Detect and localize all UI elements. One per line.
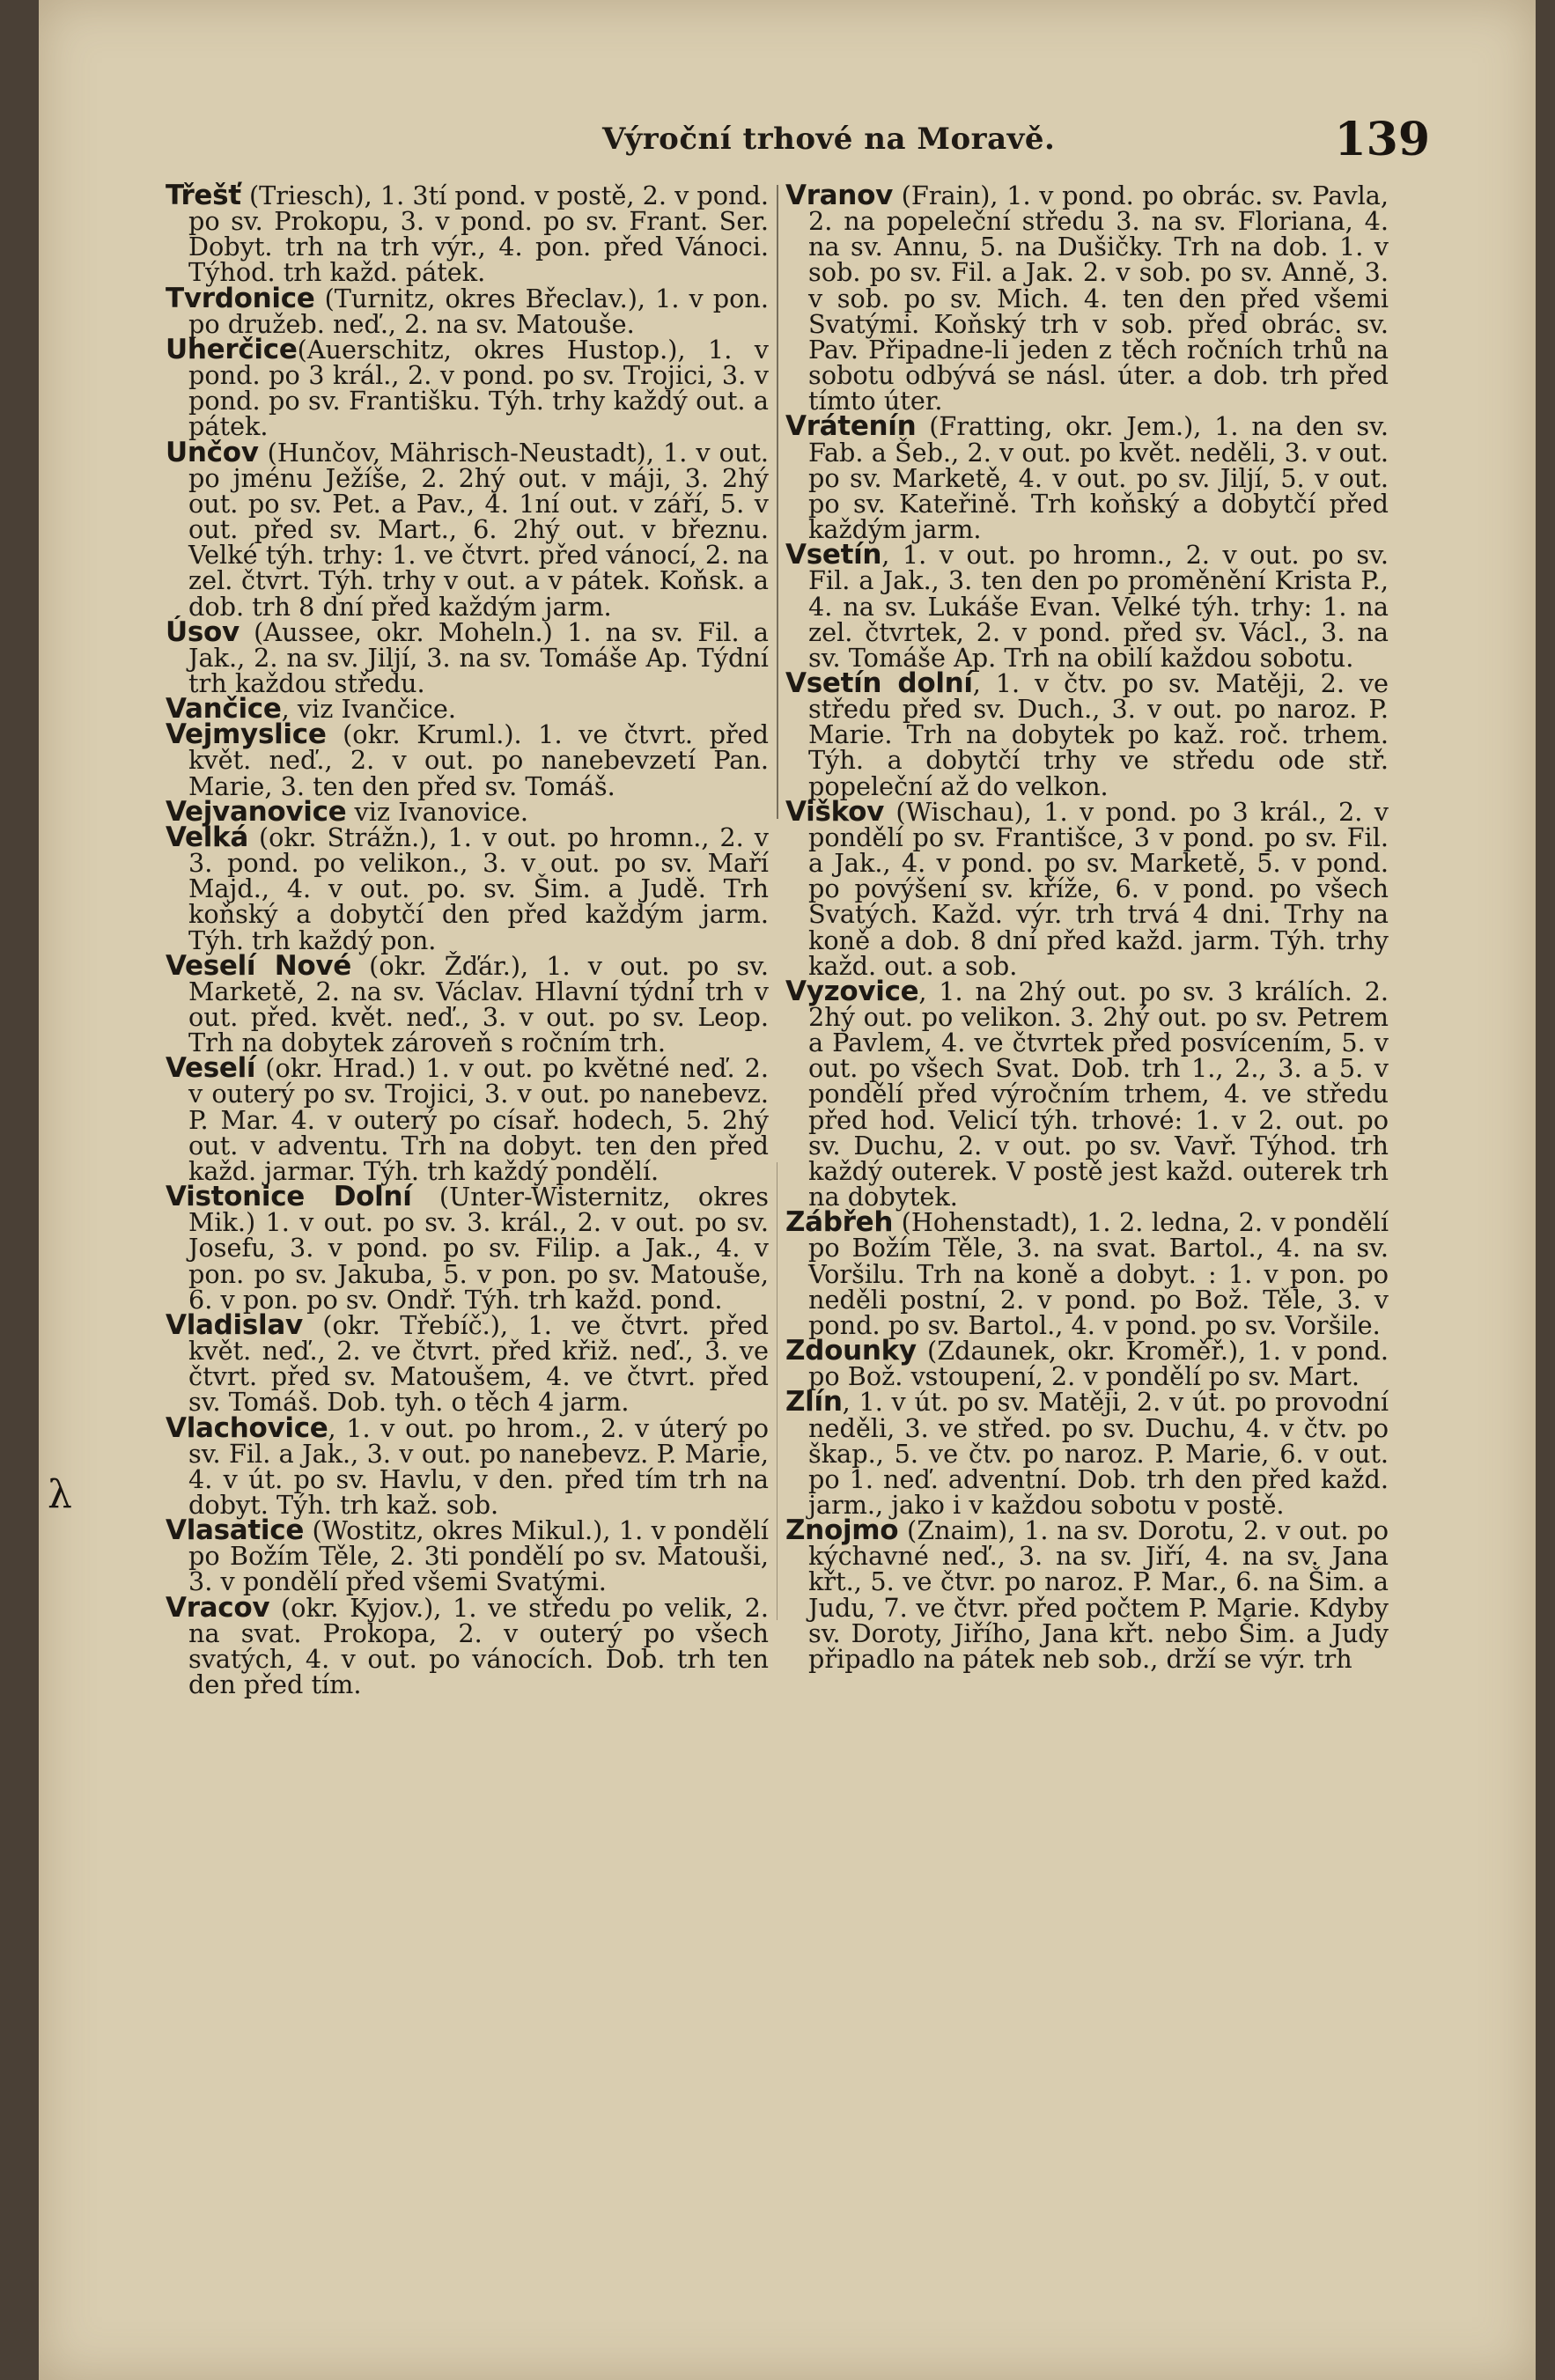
entry-text: (Hunčov, Mährisch-Neustadt), 1. v out. po jménu Ježíše, 2. 2hý out. v máji, 3. 2hý out. po sv. Pet. a Pav., 4. 1ní out. v září, 5. v out. před sv. Mart., 6. 2hý out. v březnu. Velké týh. trhy: 1. ve čtvrt. před vánocí, 2. na zel. čtvrt. Týh. trhy v out. a v pátek. Koňsk. a dob. trh 8 dní před každým jarm. bbox=[188, 437, 769, 622]
directory-entry bbox=[785, 795, 1389, 981]
entry-text: (okr. Třebíč.), 1. ve čtvrt. před květ. neď., 2. ve čtvrt. před křiž. neď., 3. ve čtvrt. před sv. Matoušem, 4. ve čtvrt. před sv. Tomáš. Dob. tyh. o těch 4 jarm. bbox=[188, 1309, 769, 1418]
entry-place-name: Vejmyslice bbox=[166, 718, 327, 751]
directory-entry bbox=[166, 1308, 769, 1418]
entry-place-name: Zlín bbox=[785, 1386, 843, 1418]
directory-entry bbox=[166, 436, 769, 622]
entry-place-name: Velká bbox=[166, 821, 248, 853]
directory-entry bbox=[785, 539, 1389, 673]
entry-text: , 1. v út. po sv. Matěji, 2. v út. po provodní neděli, 3. ve střed. po sv. Duchu, 4. v čtv. po škap., 5. ve čtv. po naroz. P. Marie, 6. v out. po 1. neď. adventní. Dob. trh den před každ. jarm., jako i v každou sobotu v postě. bbox=[808, 1387, 1389, 1520]
directory-entry bbox=[785, 975, 1389, 1212]
directory-entry bbox=[785, 1514, 1389, 1674]
entry-text: , 1. v čtv. po sv. Matěji, 2. ve středu před sv. Duch., 3. v out. po naroz. P. Marie. Trh na dobytek po kaž. roč. trhem. Týh. a dobytčí trhy ve středu ode stř. popeleční až do velkon. bbox=[808, 667, 1389, 801]
entry-place-name: Uherčice bbox=[166, 333, 298, 365]
column-divider bbox=[777, 185, 778, 819]
book-page bbox=[39, 0, 1536, 2380]
entry-place-name: Vlachovice bbox=[166, 1411, 328, 1444]
entry-text: (Wostitz, okres Mikul.), 1. v pondělí po Božím Těle, 2. 3ti pondělí po sv. Matouši, 3. v pondělí před všemi Svatými. bbox=[188, 1515, 769, 1597]
directory-entry bbox=[166, 1591, 769, 1700]
directory-entry bbox=[166, 821, 769, 955]
entry-text: , viz Ivančice. bbox=[281, 694, 456, 725]
page-number: 139 bbox=[1334, 113, 1430, 166]
entry-text: (okr. Strážn.), 1. v out. po hromn., 2. v 3. pond. po velikon., 3. v out. po sv. Maří Majd., 4. v out. po. sv. Šim. a Judě. Trh koňský a dobytčí den před každým jarm. Týh. trh každý pon. bbox=[188, 822, 769, 955]
directory-entry bbox=[166, 333, 769, 442]
running-title: Výroční trhové na Moravě. bbox=[602, 122, 1056, 157]
entry-text: (okr. Žďár.), 1. v out. po sv. Marketě, 2. na sv. Václav. Hlavní týdní trh v out. před. květ. neď., 3. v out. po sv. Leop. Trh na dobytek zároveň s ročním trh. bbox=[188, 950, 769, 1058]
entry-text: , 1. na 2hý out. po sv. 3 králích. 2. 2hý out. po velikon. 3. 2hý out. po sv. Petrem a Pavlem, 4. ve čtvrtek před posvícením, 5. v out. po všech Svat. Dob. trh 1., 2., 3. a 5. v pondělí před výročním trhem, 4. ve středu před hod. Velicí týh. trhové: 1. v 2. out. po sv. Duchu, 2. v out. po sv. Vavř. Týhod. trh každý outerek. V postě jest každ. outerek trh na dobytek. bbox=[808, 976, 1389, 1212]
entry-place-name: Vranov bbox=[785, 180, 893, 211]
directory-entry bbox=[166, 615, 769, 698]
entry-place-name: Vladislav bbox=[166, 1308, 303, 1341]
directory-entry bbox=[166, 1052, 769, 1186]
entry-place-name: Veselí Nové bbox=[166, 949, 352, 982]
directory-entry bbox=[166, 282, 769, 339]
directory-entry bbox=[166, 795, 769, 828]
directory-entry bbox=[785, 1386, 1389, 1520]
entry-place-name: Vistonice Dolní bbox=[166, 1181, 412, 1213]
entry-text: , 1. v out. po hromn., 2. v out. po sv. Fil. a Jak., 3. ten den po proměnění Krista P., 4. na sv. Lukáše Evan. Velké týh. trhy: 1. na zel. čtvrtek, 2. v pond. před sv. Václ., 3. na sv. Tomáše Ap. Trh na obilí každou sobotu. bbox=[808, 540, 1389, 673]
directory-entry bbox=[785, 1335, 1389, 1392]
entry-place-name: Vejvanovice bbox=[166, 795, 347, 828]
directory-entry bbox=[785, 667, 1389, 801]
entry-place-name: Unčov bbox=[166, 436, 259, 468]
entry-text: (okr. Hrad.) 1. v out. po květné neď. 2. v outerý po sv. Trojici, 3. v out. po nanebevz. P. Mar. 4. v outerý po císař. hodech, 5. 2hý out. v adventu. Trh na dobyt. ten den před každ. jarmar. Týh. trh každý pondělí. bbox=[188, 1053, 769, 1186]
entry-text: (Zdaunek, okr. Kroměř.), 1. v pond. po Bož. vstoupení, 2. v pondělí po sv. Mart. bbox=[808, 1336, 1389, 1392]
entry-text: (Fratting, okr. Jem.), 1. na den sv. Fab. a Šeb., 2. v out. po květ. neděli, 3. v out. po sv. Marketě, 4. v out. po sv. Jiljí, 5. v out. po sv. Kateřině. Trh koňský a dobytčí před každým jarm. bbox=[808, 411, 1389, 545]
directory-entry bbox=[166, 1411, 769, 1520]
directory-entry bbox=[166, 180, 769, 288]
entry-text: (Unter-Wisternitz, okres Mik.) 1. v out. po sv. 3. král., 2. v out. po sv. Josefu, 3. v pond. po sv. Filip. a Jak., 4. v pon. po sv. Jakuba, 5. v pon. po sv. Matouše, 6. v pon. po sv. Ondř. Týh. trh každ. pond. bbox=[188, 1182, 769, 1315]
entry-place-name: Zdounky bbox=[785, 1335, 917, 1367]
column-divider-lower bbox=[777, 1162, 778, 1620]
directory-entry bbox=[166, 1514, 769, 1597]
directory-entry bbox=[785, 1206, 1389, 1340]
entry-text: (Aussee, okr. Moheln.) 1. na sv. Fil. a Jak., 2. na sv. Jiljí, 3. na sv. Tomáše Ap. Týdní trh každou středu. bbox=[188, 616, 769, 698]
directory-entry bbox=[166, 949, 769, 1058]
entry-text: viz Ivanovice. bbox=[346, 796, 529, 827]
entry-place-name: Veselí bbox=[166, 1052, 256, 1085]
entry-text: (Turnitz, okres Břeclav.), 1. v pon. po družeb. neď., 2. na sv. Matouše. bbox=[188, 283, 769, 339]
running-header bbox=[39, 113, 1536, 174]
entry-text: (Frain), 1. v pond. po obrác. sv. Pavla, 2. na popeleční středu 3. na sv. Floriana, 4. na sv. Annu, 5. na Dušičky. Trh na dob. 1. v sob. po sv. Fil. a Jak. 2. v sob. po sv. Anně, 3. v sob. po sv. Mich. 4. ten den před všemi Svatými. Koňský trh v sob. před obrác. sv. Pav. Připadne-li jeden z těch ročních trhů na sobotu odbývá se násl. úter. a dob. trh před tímto úter. bbox=[808, 181, 1389, 416]
directory-entry bbox=[166, 1181, 769, 1315]
entry-place-name: Vyzovice bbox=[785, 975, 919, 1007]
margin-annotation: λ bbox=[48, 1472, 72, 1517]
entry-place-name: Vančice bbox=[166, 693, 282, 726]
entry-text: (Znaim), 1. na sv. Dorotu, 2. v out. po kýchavné neď., 3. na sv. Jiří, 4. na sv. Jana křt., 5. ve čtvr. po naroz. P. Mar., 6. na Šim. a Judu, 7. ve čtvr. před počtem P. Marie. Kdyby sv. Doroty, Jiřího, Jana křt. nebo Šim. a Judy připadlo na pátek neb sob., drží se výr. trh bbox=[808, 1515, 1389, 1674]
entry-text: (okr. Kruml.). 1. ve čtvrt. před květ. neď., 2. v out. po nanebevzetí Pan. Marie, 3. ten den před sv. Tomáš. bbox=[188, 719, 769, 801]
entry-place-name: Vlasatice bbox=[166, 1514, 305, 1547]
directory-entry bbox=[166, 718, 769, 801]
entry-text: (okr. Kyjov.), 1. ve středu po velik, 2. na svat. Prokopa, 2. v outerý po všech svatých, 4. v out. po vánocích. Dob. trh ten den před tím. bbox=[188, 1592, 769, 1700]
left-column bbox=[166, 180, 769, 1700]
directory-entry bbox=[785, 180, 1389, 416]
entry-place-name: Viškov bbox=[785, 795, 885, 828]
entry-text: , 1. v out. po hrom., 2. v úterý po sv. Fil. a Jak., 3. v out. po nanebevz. P. Marie, 4. v út. po sv. Havlu, v den. před tím trh na dobyt. Týh. trh kaž. sob. bbox=[188, 1412, 769, 1520]
entry-place-name: Znojmo bbox=[785, 1514, 899, 1547]
entry-place-name: Úsov bbox=[166, 615, 240, 648]
right-column bbox=[785, 180, 1389, 1674]
entry-text: (Triesch), 1. 3tí pond. v postě, 2. v pond. po sv. Prokopu, 3. v pond. po sv. Frant. Ser. Dobyt. trh na trh výr., 4. pon. před Vánoci. Týhod. trh každ. pátek. bbox=[188, 181, 769, 288]
entry-text: (Auerschitz, okres Hustop.), 1. v pond. po 3 král., 2. v pond. po sv. Trojici, 3. v pond. po sv. Františku. Týh. trhy každý out. a pátek. bbox=[188, 334, 769, 442]
entry-place-name: Vracov bbox=[166, 1591, 270, 1624]
entry-place-name: Vsetín dolní bbox=[785, 667, 973, 699]
directory-entry bbox=[785, 410, 1389, 545]
entry-place-name: Vsetín bbox=[785, 539, 882, 571]
entry-place-name: Zábřeh bbox=[785, 1206, 894, 1239]
entry-place-name: Třešť bbox=[166, 180, 241, 211]
entry-text: (Hohenstadt), 1. 2. ledna, 2. v pondělí po Božím Těle, 3. na svat. Bartol., 4. na sv. Voršilu. Trh na koně a dobyt. : 1. v pon. po neděli postní, 2. v pond. po Bož. Těle, 3. v pond. po sv. Bartol., 4. v pond. po sv. Voršile. bbox=[808, 1207, 1389, 1340]
entry-place-name: Tvrdonice bbox=[166, 282, 315, 314]
entry-text: (Wischau), 1. v pond. po 3 král., 2. v pondělí po sv. Františce, 3 v pond. po sv. Fil. a Jak., 4. v pond. po sv. Marketě, 5. v pond. po povýšení sv. kříže, 6. v pond. po všech Svatých. Každ. výr. trh trvá 4 dni. Trhy na koně a dob. 8 dní před každ. jarm. Týh. trhy každ. out. a sob. bbox=[808, 796, 1389, 981]
entry-place-name: Vrátenín bbox=[785, 410, 917, 443]
